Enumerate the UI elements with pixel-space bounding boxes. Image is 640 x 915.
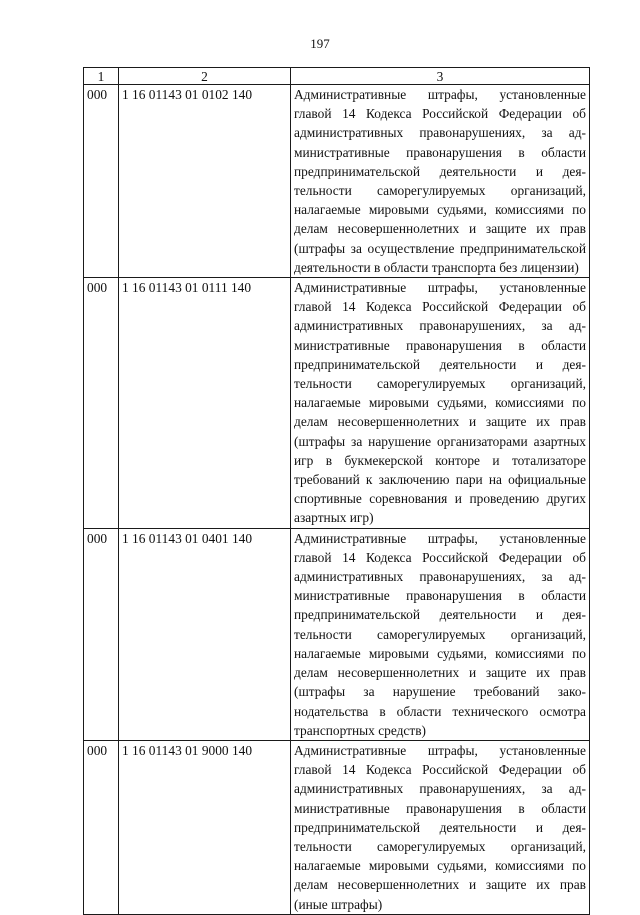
- budget-code-cell: 1 16 01143 01 0102 140: [119, 85, 291, 278]
- column-header-3: 3: [291, 68, 590, 85]
- table-row: [84, 85, 590, 278]
- description-cell: Административные штрафы, установленные главой 14 Кодекса Российской Федерации об административных правонарушениях, за административные правонарушения в области предпринимательской деятельности и деятельности саморегулируемых организаций, налагаемые мировыми судьями, комиссиями по делам несовершеннолетних и защите их прав (штрафы за осуществление предпринимательской деятельности в области транспорта без лицензии): [291, 85, 590, 278]
- budget-code-cell: 1 16 01143 01 0111 140: [119, 278, 291, 529]
- admin-code-cell: 000: [84, 278, 119, 529]
- table-row: [84, 528, 590, 740]
- description-cell: Административные штрафы, установленные главой 14 Кодекса Российской Федерации об административных правонарушениях, за административные правонарушения в области предпринимательской деятельности и деятельности саморегулируемых организаций, налагаемые мировыми судьями, комиссиями по делам несовершеннолетних и защите их прав (иные штрафы): [291, 740, 590, 914]
- budget-code-cell: 1 16 01143 01 0401 140: [119, 528, 291, 740]
- column-header-1: 1: [84, 68, 119, 85]
- admin-code-cell: 000: [84, 85, 119, 278]
- admin-code-cell: 000: [84, 528, 119, 740]
- description-cell: Административные штрафы, установленные главой 14 Кодекса Российской Федерации об административных правонарушениях, за административные правонарушения в области предпринимательской деятельности и деятельности саморегулируемых организаций, налагаемые мировыми судьями, комиссиями по делам несовершеннолетних и защите их прав (штрафы за нарушение требований законодательства в области технического осмотра транспортных средств): [291, 528, 590, 740]
- column-header-2: 2: [119, 68, 291, 85]
- table-row: [84, 278, 590, 529]
- table-header-row: [84, 68, 590, 85]
- admin-code-cell: 000: [84, 740, 119, 914]
- table-row: [84, 740, 590, 914]
- budget-code-cell: 1 16 01143 01 9000 140: [119, 740, 291, 914]
- description-cell: Административные штрафы, установленные главой 14 Кодекса Российской Федерации об административных правонарушениях, за административные правонарушения в области предпринимательской деятельности и деятельности саморегулируемых организаций, налагаемые мировыми судьями, комиссиями по делам несовершеннолетних и защите их прав (штрафы за нарушение организаторами азартных игр в букмекерской конторе и тотализаторе требований к заключению пари на официальные спортивные соревнования и проведению других азартных игр): [291, 278, 590, 529]
- page-number: 197: [310, 36, 330, 51]
- budget-codes-table: [83, 67, 590, 915]
